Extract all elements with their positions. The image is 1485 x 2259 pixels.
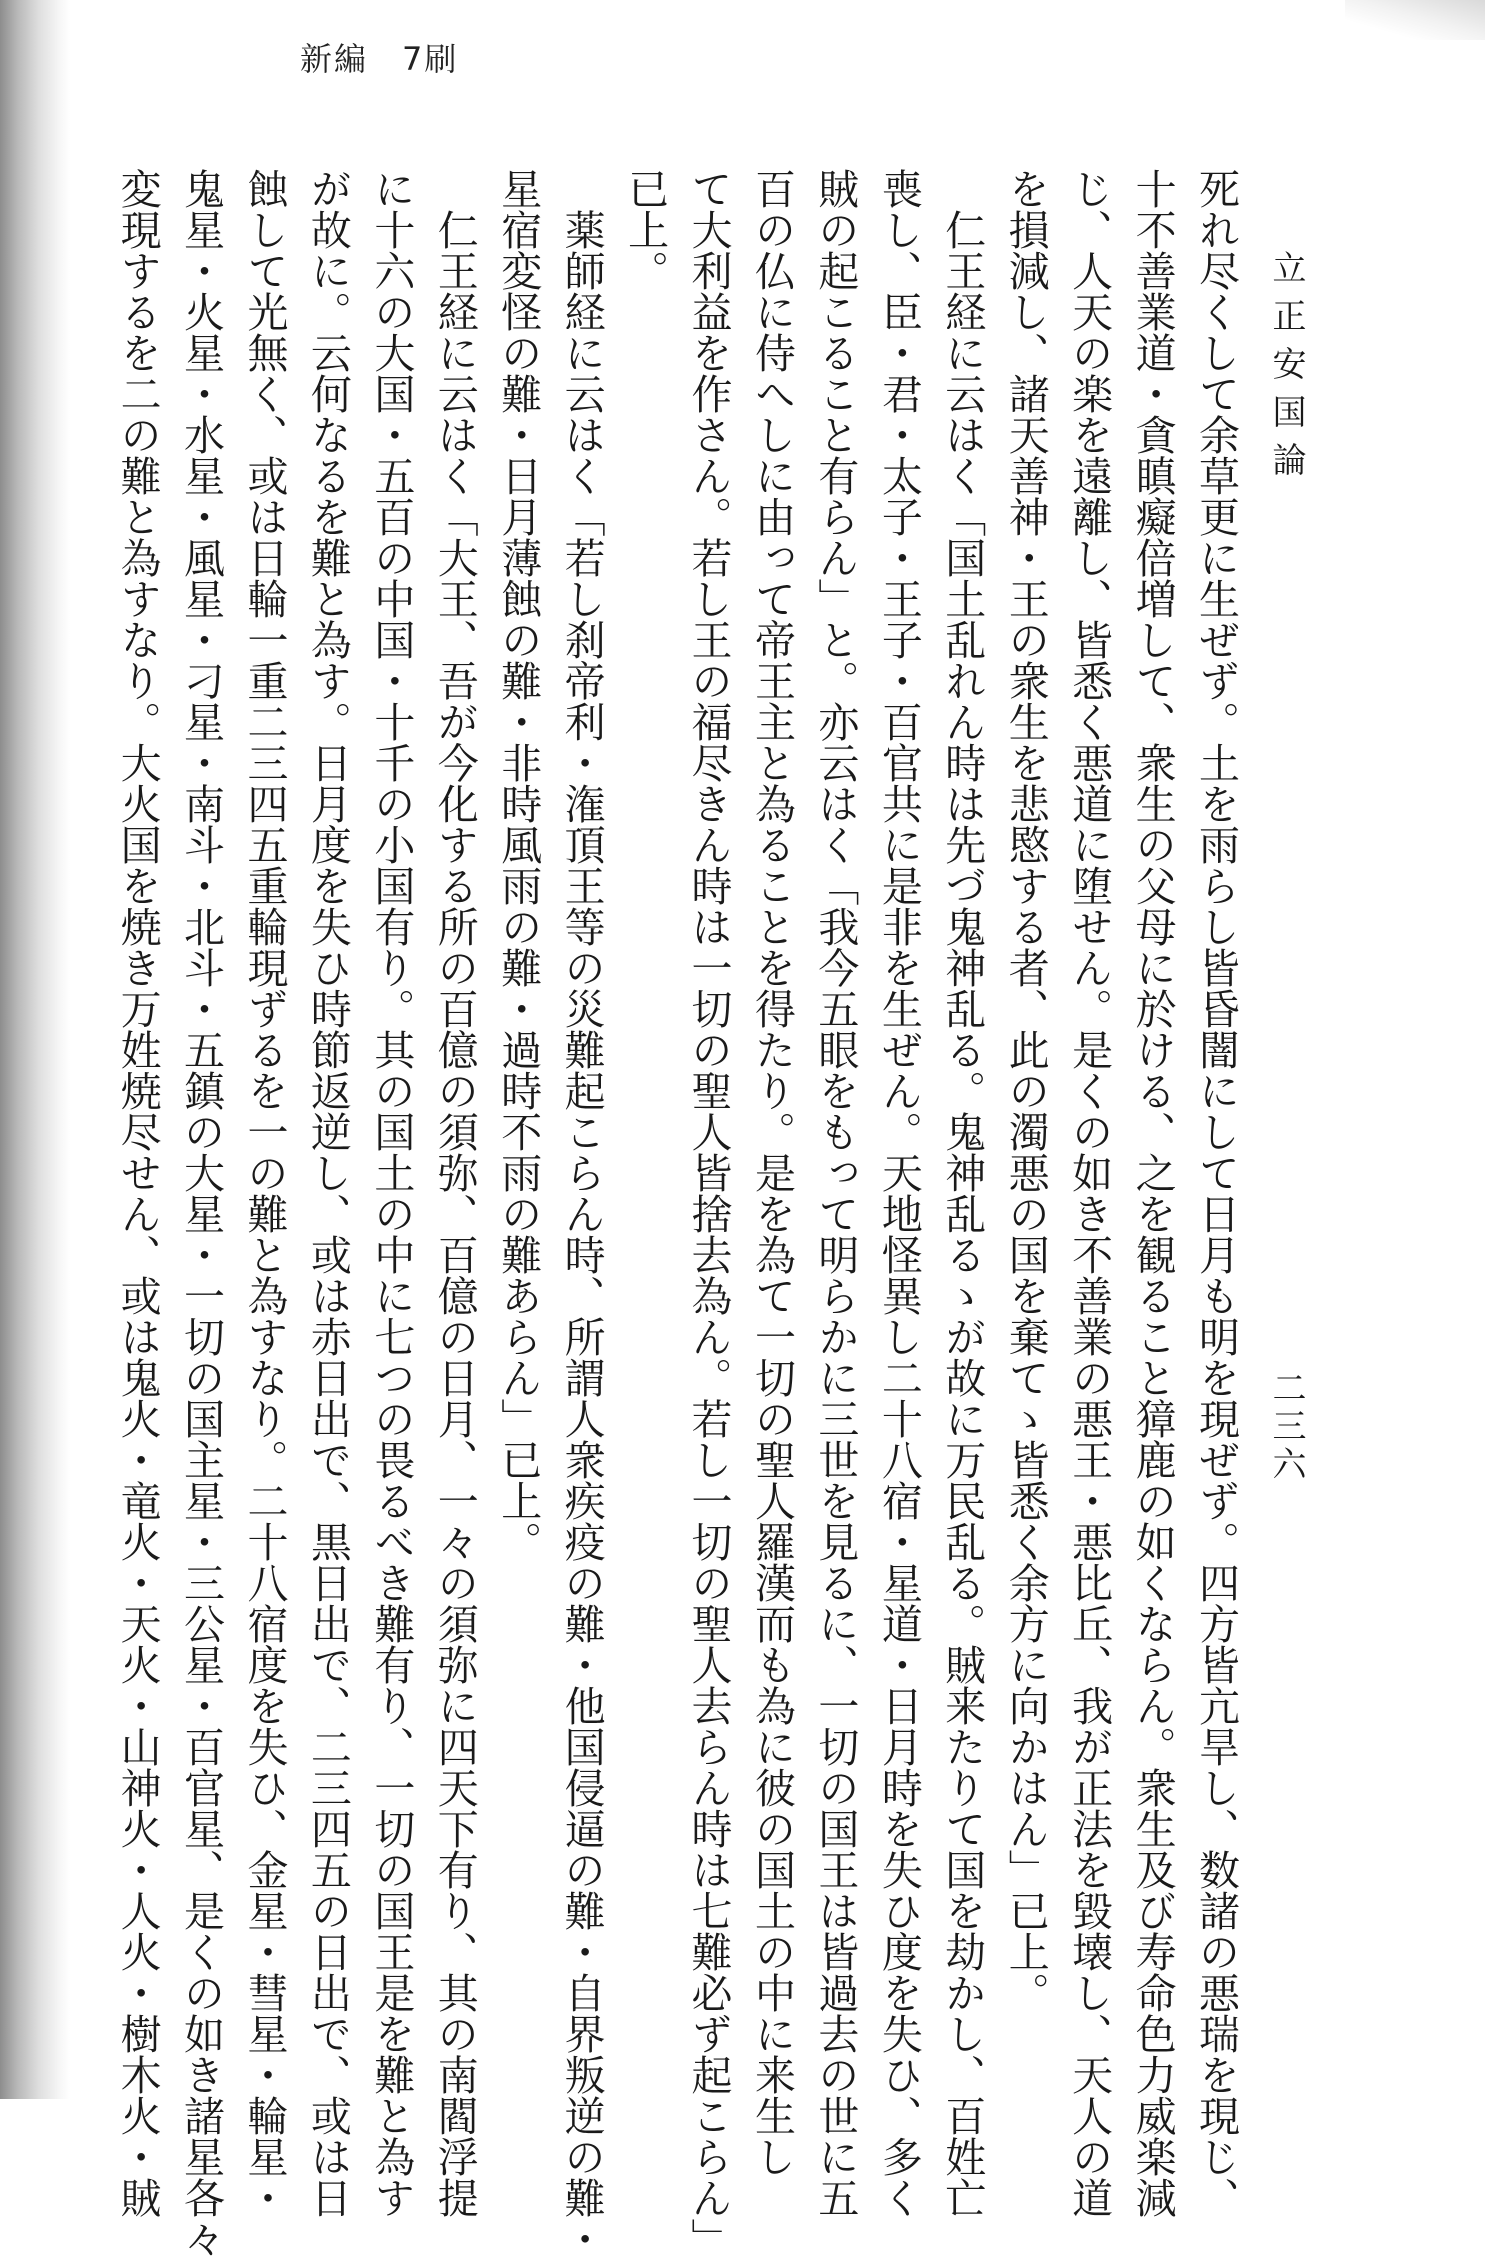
running-title: 立正安国論	[1266, 250, 1306, 490]
edition-label: 新編 7刷	[300, 40, 459, 78]
text-column: 星宿変怪の難・日月薄蝕の難・非時風雨の難・過時不雨の難あらん」已上。	[494, 168, 543, 1562]
text-column: 死れ尽くして余草更に生ぜず。土を雨らし皆昏闇にして日月も明を現ぜず。四方皆亢旱し、数諸の悪瑞を現じ、	[1192, 168, 1240, 2218]
text-column: に十六の大国・五百の中国・十千の小国有り。其の国土の中に七つの畏るべき難有り、一切の国王是を難と為す	[367, 168, 416, 2218]
text-column: が故に。云何なるを難と為す。日月度を失ひ時節返逆し、或は赤日出で、黒日出で、二三四五の日出で、或は日	[303, 168, 352, 2218]
text-column: じ、人天の楽を遠離し、皆悉く悪道に堕せん。是くの如き不善業の悪王・悪比丘、我が正法を毀壊し、天人の道	[1065, 168, 1114, 2218]
text-column: を損減し、諸天善神・王の衆生を悲愍する者、此の濁悪の国を棄てゝ皆悉く余方に向かはん」已上。	[1001, 168, 1050, 2013]
text-column: 賊の起こること有らん」と。亦云はく「我今五眼をもって明らかに三世を見るに、一切の国王は皆過去の世に五	[811, 168, 860, 2218]
scan-corner-shadow	[1345, 0, 1485, 40]
scan-shadow	[0, 0, 70, 2099]
text-column: 百の仏に侍へしに由って帝王主と為ることを得たり。是を為て一切の聖人羅漢而も為に彼の国土の中に来生し	[747, 168, 796, 2177]
text-column: 喪し、臣・君・太子・王子・百官共に是非を生ぜん。天地怪異し二十八宿・星道・日月時を失ひ度を失ひ、多く	[874, 168, 923, 2218]
text-column: 薬師経に云はく「若し刹帝利・潅頂王等の災難起こらん時、所謂人衆疾疫の難・他国侵逼の難・自界叛逆の難・	[557, 209, 606, 2259]
text-column: 蝕して光無く、或は日輪一重二三四五重輪現ずるを一の難と為すなり。二十八宿度を失ひ、金星・彗星・輪星・	[240, 168, 289, 2218]
text-column: 已上。	[621, 168, 670, 291]
page-number: 二三六	[1266, 1370, 1306, 1484]
text-column: 鬼星・火星・水星・風星・刁星・南斗・北斗・五鎮の大星・一切の国主星・三公星・百官星、是くの如き諸星各々	[177, 168, 225, 2259]
text-column: て大利益を作さん。若し王の福尽きん時は一切の聖人皆捨去為ん。若し一切の聖人去らん時は七難必ず起こらん」	[684, 168, 733, 2259]
text-column: 仁王経に云はく「国土乱れん時は先づ鬼神乱る。鬼神乱るゝが故に万民乱る。賊来たりて国を劫かし、百姓亡	[938, 209, 987, 2218]
text-column: 変現するを二の難と為すなり。大火国を焼き万姓焼尽せん、或は鬼火・竜火・天火・山神火・人火・樹木火・賊	[113, 168, 162, 2218]
text-column: 十不善業道・貪瞋癡倍増して、衆生の父母に於ける、之を観ること獐鹿の如くならん。衆生及び寿命色力威楽減	[1128, 168, 1177, 2218]
body-text	[96, 168, 1240, 2259]
text-column: 仁王経に云はく「大王、吾が今化する所の百億の須弥、百億の日月、一々の須弥に四天下有り、其の南閻浮提	[430, 209, 479, 2218]
